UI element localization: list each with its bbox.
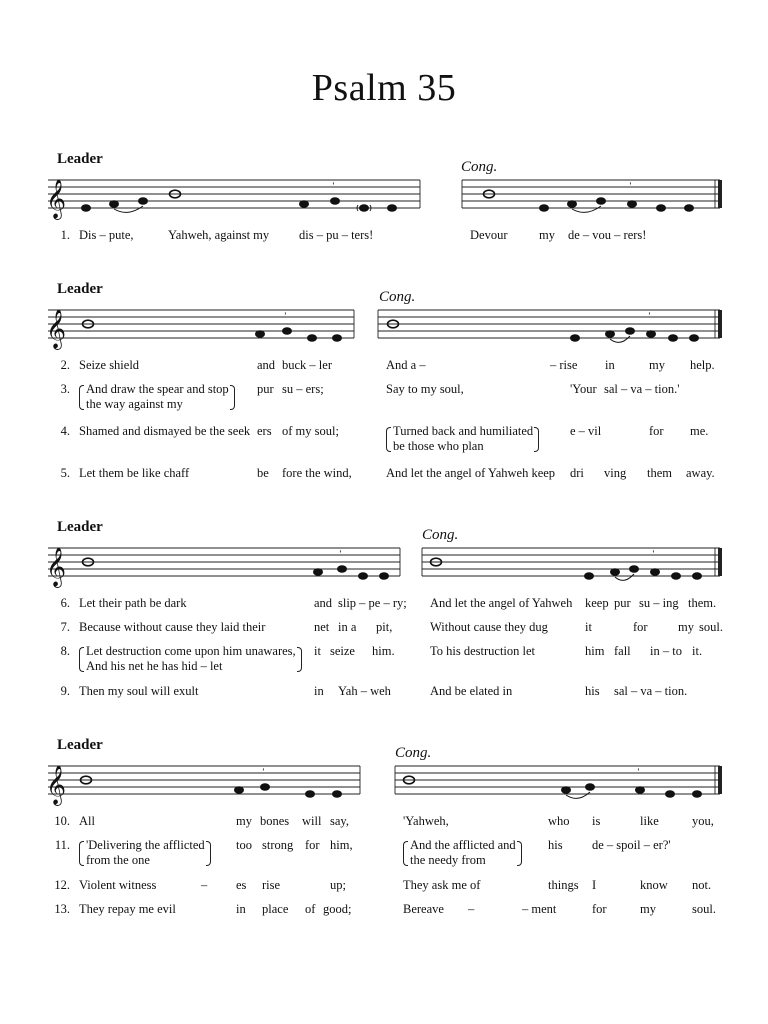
verse-row — [0, 228, 768, 252]
lyric: for — [649, 424, 664, 438]
lyric: All — [79, 814, 95, 828]
lyric: say, — [330, 814, 349, 828]
lyric: too — [236, 838, 252, 852]
lyric: su – ers; — [282, 382, 324, 396]
lyric: dis – pu – ters! — [299, 228, 374, 242]
verse-number: 5. — [60, 466, 70, 480]
lyric: in – to — [650, 644, 682, 658]
svg-text:𝄞: 𝄞 — [46, 179, 67, 219]
lyric: of — [305, 902, 316, 916]
verse-row — [0, 620, 768, 644]
verse-number: 12. — [54, 878, 70, 892]
lyric: in a — [338, 620, 357, 634]
congregation-label: Cong. — [461, 159, 498, 175]
treble-clef-icon — [46, 547, 66, 588]
lyric: Seize shield — [79, 358, 140, 372]
lyric: for — [633, 620, 648, 634]
lyric: and — [314, 596, 333, 610]
leader-label: Leader — [57, 151, 103, 167]
lyric: me. — [690, 424, 709, 438]
lyric: you, — [692, 814, 714, 828]
lyric: for — [592, 902, 607, 916]
lyric: Then my soul will exult — [79, 684, 199, 698]
verse-row — [0, 684, 768, 708]
treble-clef-icon — [46, 309, 66, 350]
lyric: To his destruction let — [430, 644, 536, 658]
leader-label: Leader — [57, 737, 103, 753]
lyric: slip – pe – ry; — [338, 596, 407, 610]
lyric: Let them be like chaff — [79, 466, 190, 480]
lyric: Yah – weh — [338, 684, 391, 698]
lyric: su – ing — [639, 596, 679, 610]
lyric: They ask me of — [403, 878, 481, 892]
lyric: strong — [262, 838, 294, 852]
lyric: ers — [257, 424, 272, 438]
treble-clef-icon — [46, 765, 66, 806]
lyric: net — [314, 620, 330, 634]
verse-number: 10. — [54, 814, 70, 828]
lyric: Violent witness — [79, 878, 157, 892]
music-staff — [0, 150, 768, 220]
verse-row — [0, 358, 768, 382]
verse-number: 1. — [60, 228, 70, 242]
lyric: And the afflicted and the needy from — [403, 838, 516, 868]
lyric: it — [585, 620, 592, 634]
lyric: Devour — [470, 228, 508, 242]
chant-section-1 — [0, 150, 768, 250]
lyric: Turned back and humiliated be those who plan — [386, 424, 533, 454]
lyric: Bereave — [403, 902, 444, 916]
chant-section-4 — [0, 736, 768, 926]
lyric: away. — [686, 466, 715, 480]
verse-number: 11. — [54, 838, 70, 852]
lyric: I — [592, 878, 597, 892]
lyric: and — [257, 358, 276, 372]
lyric: Let their path be dark — [79, 596, 187, 610]
lyric: sal – va – tion.' — [604, 382, 680, 396]
lyric: them — [647, 466, 672, 480]
verse-row — [0, 838, 768, 872]
lyric: in — [605, 358, 615, 372]
lyric: place — [262, 902, 289, 916]
verse-row — [0, 424, 768, 458]
lyric: his — [548, 838, 563, 852]
lyric: my — [640, 902, 656, 916]
verse-row — [0, 814, 768, 838]
chant-section-2 — [0, 280, 768, 495]
lyric: will — [302, 814, 322, 828]
lyric: es — [236, 878, 247, 892]
verse-number: 4. — [60, 424, 70, 438]
verse-row — [0, 382, 768, 416]
lyric: things — [548, 878, 579, 892]
lyric: like — [640, 814, 659, 828]
verse-row — [0, 644, 768, 678]
verse-number: 7. — [60, 620, 70, 634]
lyric: Let destruction come upon him unawares, And his net he has hid – let — [79, 644, 296, 674]
lyric: And draw the spear and stop the way against my — [79, 382, 229, 412]
lyric: fore the wind, — [282, 466, 352, 480]
lyric: – — [468, 902, 475, 916]
leader-staff — [48, 180, 420, 208]
lyric: Because without cause they laid their — [79, 620, 266, 634]
lyric: Say to my soul, — [386, 382, 464, 396]
lyric: pur — [257, 382, 274, 396]
svg-text:𝄞: 𝄞 — [46, 547, 67, 587]
lyric: seize — [330, 644, 355, 658]
verse-row — [0, 466, 768, 490]
lyric: my — [678, 620, 694, 634]
verse-number: 2. — [60, 358, 70, 372]
lyric: be — [257, 466, 269, 480]
lyric: of my soul; — [282, 424, 339, 438]
lyric: dri — [570, 466, 584, 480]
lyric: They repay me evil — [79, 902, 176, 916]
svg-text:ˈ: ˈ — [651, 549, 656, 564]
cong-staff — [462, 180, 722, 208]
lyric: them. — [688, 596, 717, 610]
music-staff — [0, 280, 768, 350]
lyric: Without cause they dug — [430, 620, 548, 634]
svg-text:ˈ: ˈ — [338, 549, 343, 564]
lyric: e – vil — [570, 424, 602, 438]
lyric: know — [640, 878, 668, 892]
lyric: up; — [330, 878, 346, 892]
lyric: him. — [372, 644, 395, 658]
lyric: him, — [330, 838, 353, 852]
verse-row — [0, 878, 768, 902]
lyric: bones — [260, 814, 290, 828]
svg-text:ˈ: ˈ — [628, 181, 633, 196]
lyric: is — [592, 814, 601, 828]
lyric: – ment — [522, 902, 557, 916]
lyric: And let the angel of Yahweh — [430, 596, 573, 610]
lyric: who — [548, 814, 570, 828]
congregation-label: Cong. — [395, 745, 432, 761]
lyric: de – spoil – er?' — [592, 838, 671, 852]
music-staff — [0, 518, 768, 588]
svg-text:𝄞: 𝄞 — [46, 765, 67, 805]
lyric: soul. — [692, 902, 716, 916]
lyric: And let the angel of Yahweh keep — [386, 466, 556, 480]
leader-label: Leader — [57, 519, 103, 535]
lyric: pur — [614, 596, 631, 610]
verse-row — [0, 596, 768, 620]
lyric: it. — [692, 644, 703, 658]
svg-text:ˈ: ˈ — [283, 311, 288, 326]
verse-number: 3. — [60, 382, 70, 396]
lyric: Dis – pute, — [79, 228, 134, 242]
lyric: my — [539, 228, 555, 242]
svg-text:ˈ: ˈ — [331, 181, 336, 196]
svg-text:ˈ: ˈ — [636, 767, 641, 782]
leader-label: Leader — [57, 281, 103, 297]
lyric: fall — [614, 644, 631, 658]
lyric: soul. — [699, 620, 723, 634]
lyric: And a – — [386, 358, 426, 372]
lyric: not. — [692, 878, 712, 892]
lyric: Yahweh, against my — [168, 228, 270, 242]
congregation-label: Cong. — [379, 289, 416, 305]
lyric: 'Your — [570, 382, 597, 396]
lyric: – — [201, 878, 208, 892]
lyric: him — [585, 644, 605, 658]
verse-number: 6. — [60, 596, 70, 610]
lyric: my — [236, 814, 252, 828]
lyric: pit, — [376, 620, 393, 634]
lyric: ving — [604, 466, 627, 480]
lyric: his — [585, 684, 600, 698]
page-title: Psalm 35 — [311, 67, 457, 109]
svg-text:ˈ: ˈ — [647, 311, 652, 326]
chant-section-3 — [0, 518, 768, 708]
lyric: in — [236, 902, 246, 916]
lyric: help. — [690, 358, 715, 372]
lyric: buck – ler — [282, 358, 332, 372]
lyric: my — [649, 358, 665, 372]
lyric: keep — [585, 596, 609, 610]
verse-number: 8. — [60, 644, 70, 658]
lyric: good; — [323, 902, 352, 916]
lyric: And be elated in — [430, 684, 513, 698]
verse-number: 9. — [60, 684, 70, 698]
treble-clef-icon — [46, 179, 66, 220]
verse-row — [0, 902, 768, 926]
svg-text:ˈ: ˈ — [261, 767, 266, 782]
lyric: Shamed and dismayed be the seek — [79, 424, 251, 438]
lyric: – rise — [550, 358, 578, 372]
lyric: it — [314, 644, 321, 658]
music-staff — [0, 736, 768, 806]
verse-number: 13. — [54, 902, 70, 916]
lyric: for — [305, 838, 320, 852]
lyric: rise — [262, 878, 281, 892]
lyric: 'Yahweh, — [403, 814, 449, 828]
lyric: sal – va – tion. — [614, 684, 688, 698]
lyric: in — [314, 684, 324, 698]
lyric: de – vou – rers! — [568, 228, 647, 242]
lyric: 'Delivering the afflicted from the one — [79, 838, 205, 868]
congregation-label: Cong. — [422, 527, 459, 543]
svg-text:𝄞: 𝄞 — [46, 309, 67, 349]
